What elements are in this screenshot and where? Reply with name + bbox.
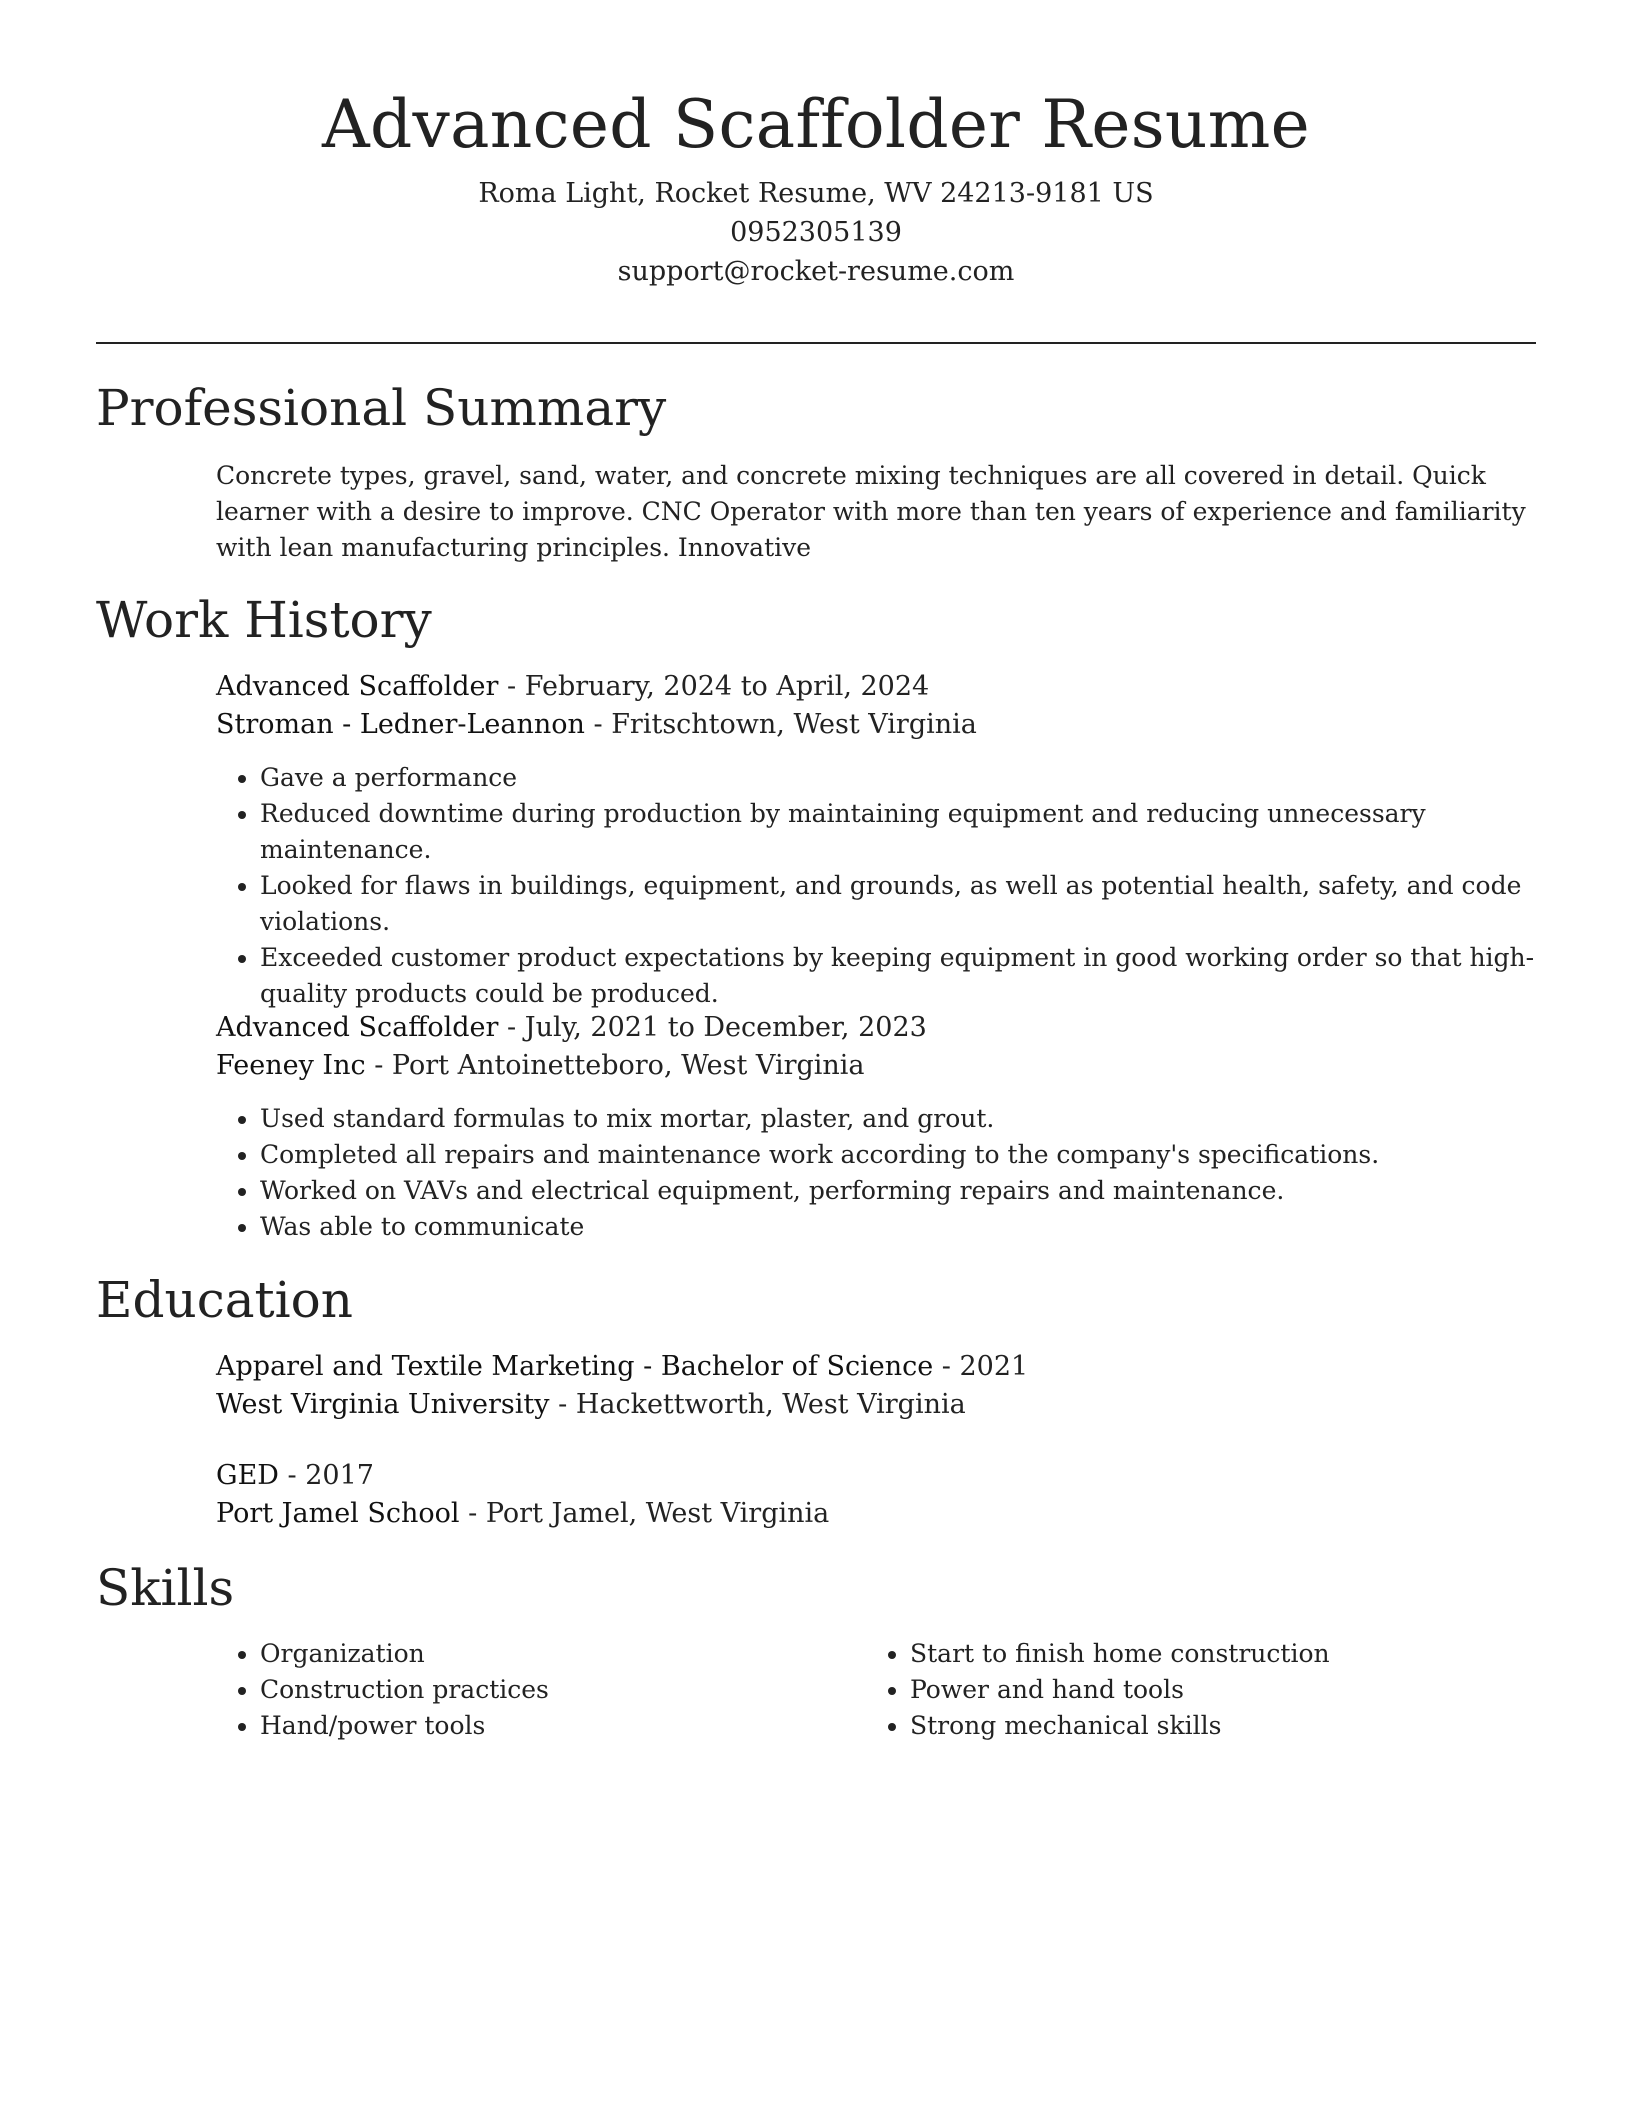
list-item: • Hand/power tools [260, 1708, 866, 1744]
graduation-year: - 2017 [278, 1460, 374, 1491]
contact-address: Roma Light, Rocket Resume, WV 24213-9181 US [478, 178, 1154, 209]
job-location: - Fritschtown, West Virginia [584, 709, 977, 740]
contact-phone: 0952305139 [730, 217, 902, 248]
school-line [216, 1495, 1536, 1533]
list-item: • Reduced downtime during production by maintaining equipment and reducing unnecessary maintenance. [260, 796, 1536, 868]
resume-header [96, 80, 1536, 291]
summary-section [216, 458, 1536, 566]
summary-text: Concrete types, gravel, sand, water, and concrete mixing techniques are all covered in detail. Quick learner with a desire to improve. CNC Operator with more than ten years of experience and familiarity with lean manufacturing principles. Innovative [216, 461, 1526, 562]
job-title: Advanced Scaffolder [216, 1012, 499, 1043]
skills-heading: Skills [96, 1559, 235, 1617]
skills-section [216, 1636, 1536, 1744]
job-company: Feeney Inc [216, 1050, 366, 1081]
job-title: Advanced Scaffolder [216, 671, 499, 702]
header-divider [96, 342, 1536, 344]
contact-email: support@rocket-resume.com [617, 256, 1015, 287]
skills-list-right [866, 1636, 1516, 1744]
job-dates: - July, 2021 to December, 2023 [498, 1012, 927, 1043]
page-title: Advanced Scaffolder Resume [322, 86, 1310, 163]
list-item: • Used standard formulas to mix mortar, plaster, and grout. [260, 1101, 1536, 1137]
skills-list-left [216, 1636, 866, 1744]
list-item: • Was able to communicate [260, 1209, 1536, 1245]
school-name: West Virginia University [216, 1389, 550, 1420]
list-item: • Construction practices [260, 1672, 866, 1708]
skills-grid [216, 1636, 1536, 1744]
job-entry-1 [216, 668, 1536, 1012]
list-item: • Completed all repairs and maintenance work according to the company's specifications. [260, 1137, 1536, 1173]
school-location: - Hackettworth, West Virginia [549, 1389, 966, 1420]
list-item: • Gave a performance [260, 760, 1536, 796]
skills-column-right [866, 1636, 1516, 1744]
job-company-line [216, 1047, 1536, 1085]
list-item: • Power and hand tools [910, 1672, 1516, 1708]
job-duties-list [216, 1101, 1536, 1245]
graduation-year: - 2021 [933, 1351, 1029, 1382]
job-title-line [216, 1009, 1536, 1047]
list-item: • Start to finish home construction [910, 1636, 1516, 1672]
job-dates: - February, 2024 to April, 2024 [498, 671, 930, 702]
degree: GED [216, 1460, 279, 1491]
work-history-heading: Work History [96, 591, 432, 649]
job-company-line [216, 706, 1536, 744]
education-entry-1 [216, 1348, 1536, 1424]
degree-line [216, 1348, 1536, 1386]
list-item: • Strong mechanical skills [910, 1708, 1516, 1744]
skills-column-left [216, 1636, 866, 1744]
list-item: • Worked on VAVs and electrical equipment, performing repairs and maintenance. [260, 1173, 1536, 1209]
list-item: • Looked for flaws in buildings, equipment, and grounds, as well as potential health, safety, and code violations. [260, 868, 1536, 940]
education-heading: Education [96, 1271, 353, 1329]
job-location: - Port Antoinetteboro, West Virginia [365, 1050, 865, 1081]
job-duties-list [216, 760, 1536, 1012]
school-name: Port Jamel School [216, 1498, 460, 1529]
list-item: • Organization [260, 1636, 866, 1672]
job-company: Stroman - Ledner-Leannon [216, 709, 585, 740]
school-location: - Port Jamel, West Virginia [459, 1498, 830, 1529]
school-line [216, 1386, 1536, 1424]
summary-heading: Professional Summary [96, 379, 667, 437]
degree: Apparel and Textile Marketing - Bachelor of Science [216, 1351, 934, 1382]
job-title-line [216, 668, 1536, 706]
list-item: • Exceeded customer product expectations by keeping equipment in good working order so that high-quality products could be produced. [260, 940, 1536, 1012]
job-entry-2 [216, 1009, 1536, 1245]
degree-line [216, 1457, 1536, 1495]
education-entry-2 [216, 1457, 1536, 1533]
